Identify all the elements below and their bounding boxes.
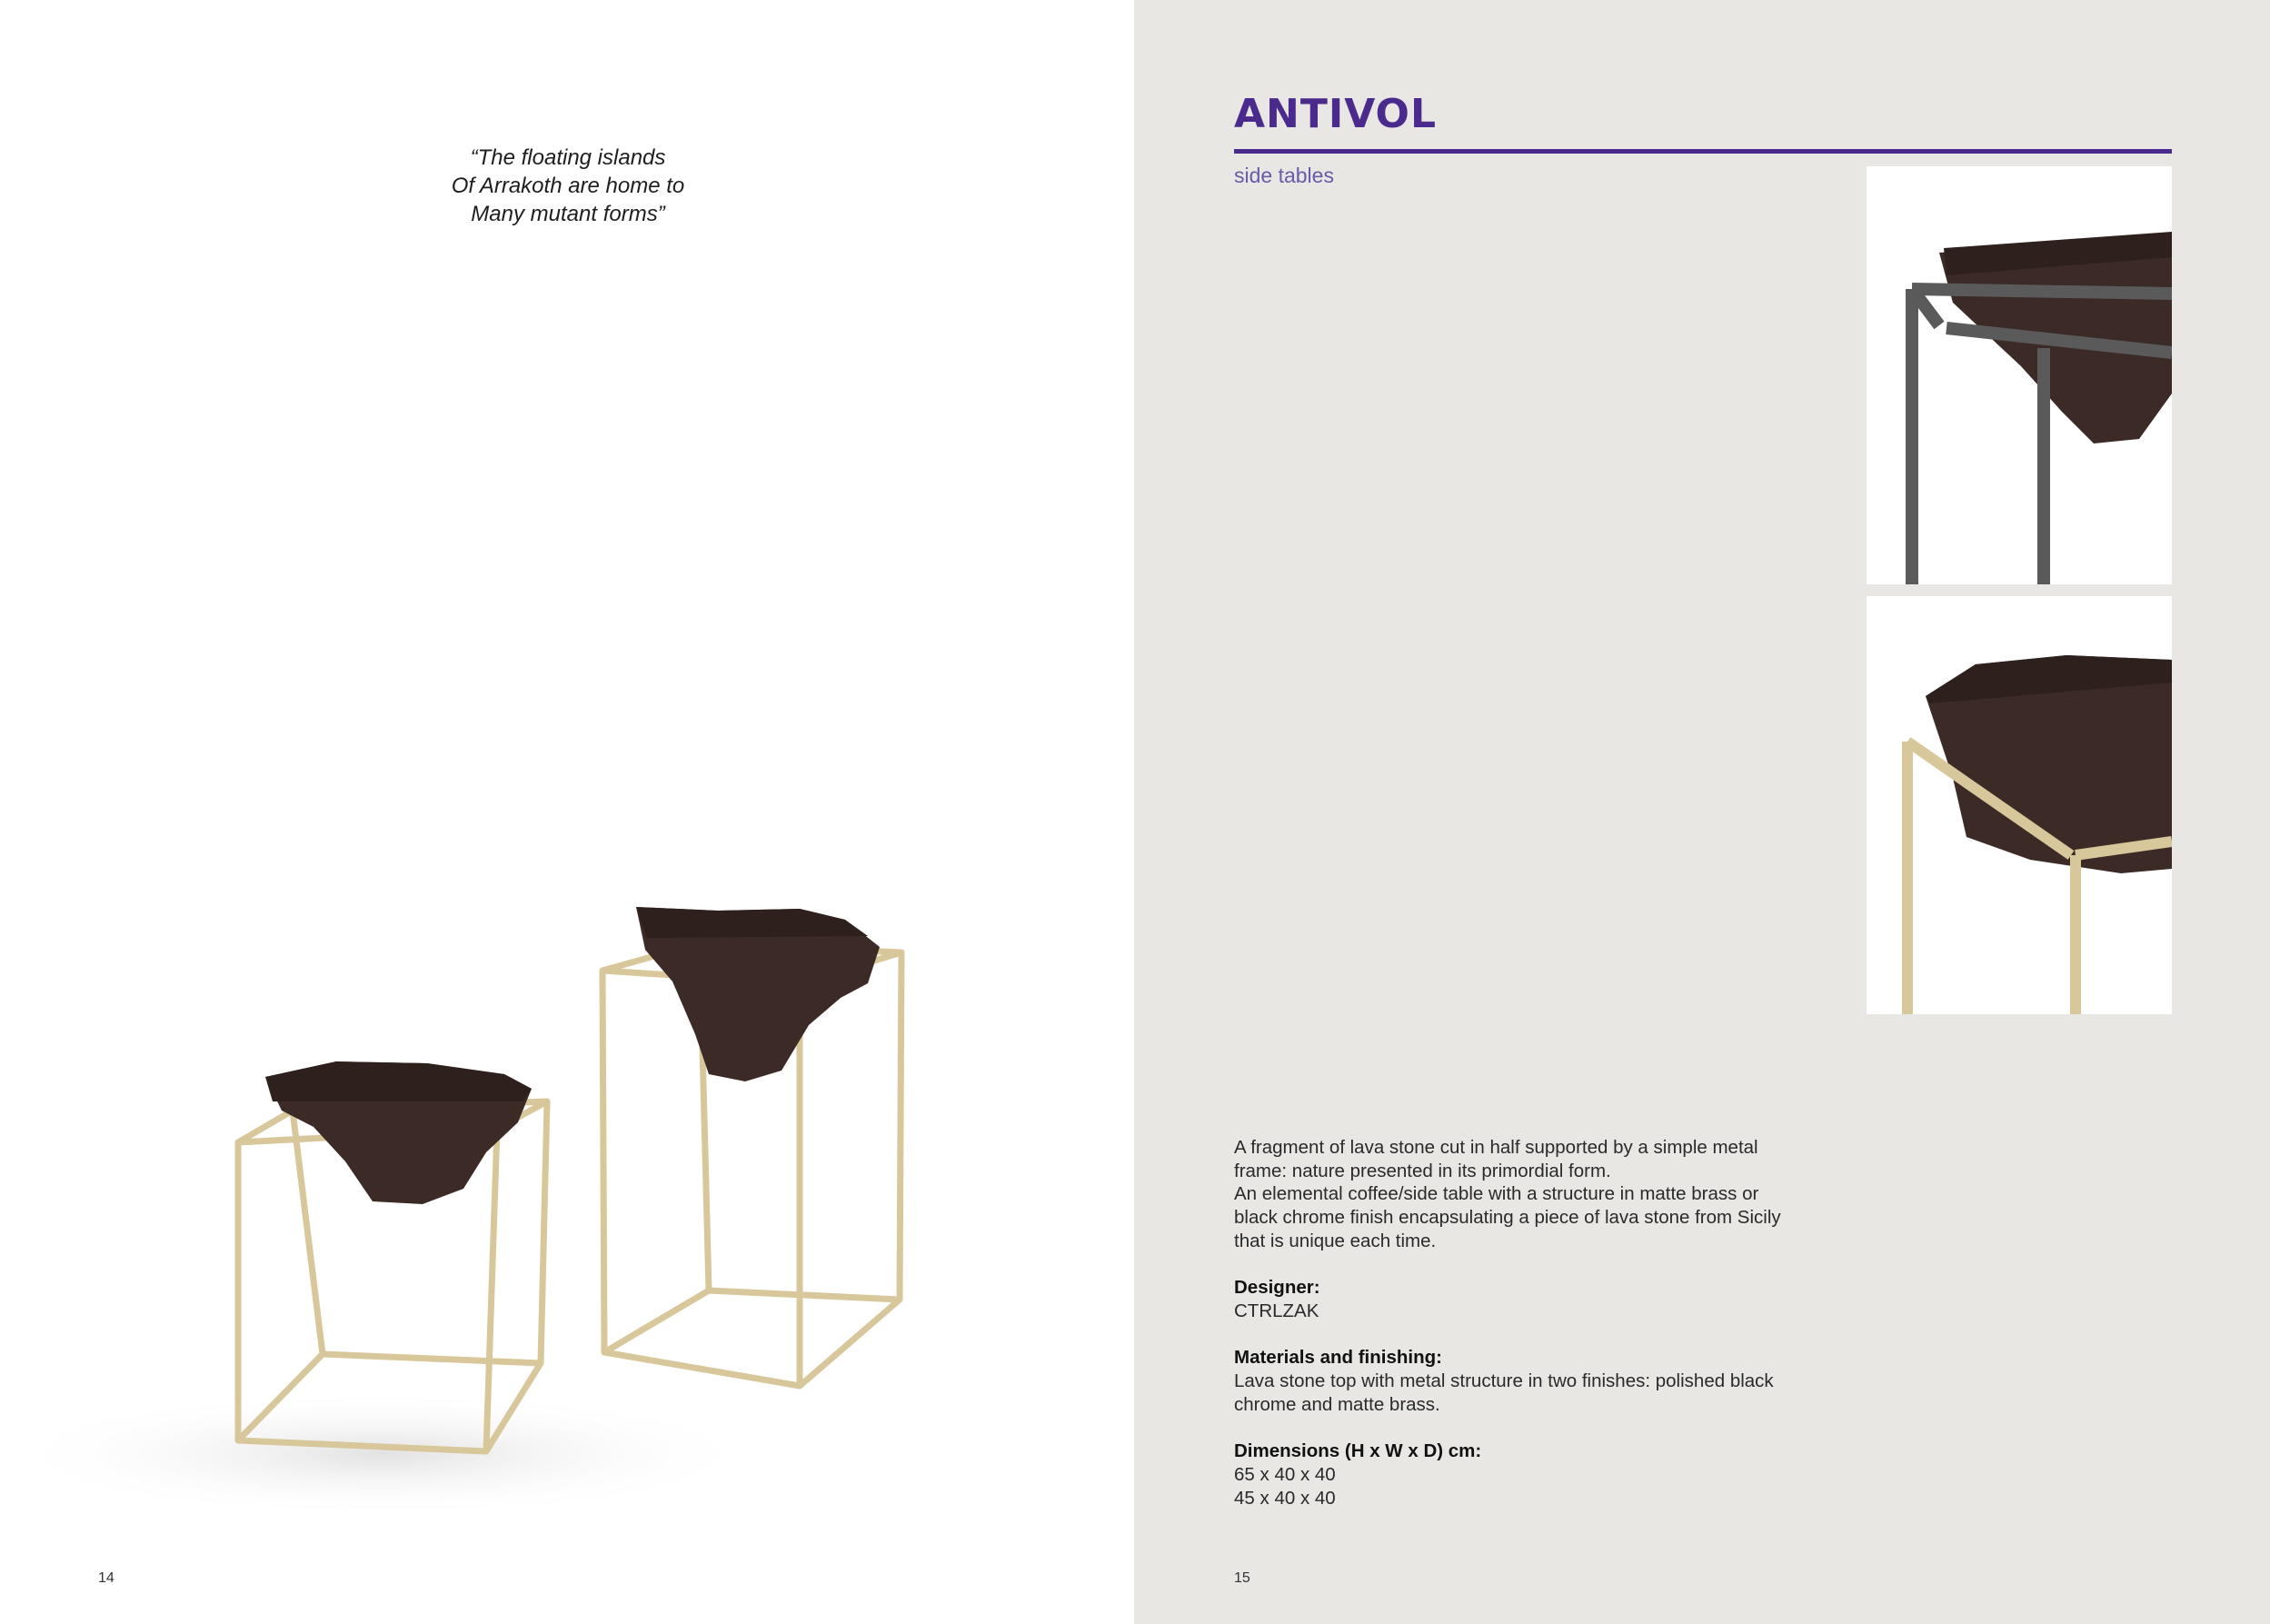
page-number-left: 14 [98, 1570, 114, 1586]
description-line: An elemental coffee/side table with a structure in matte brass or [1234, 1183, 1759, 1205]
materials-spec [1234, 1346, 1888, 1416]
chrome-detail-photo [1867, 166, 2172, 584]
left-page [0, 0, 1134, 1624]
dimensions-spec [1234, 1440, 1888, 1509]
materials-label: Materials and finishing: [1234, 1347, 1442, 1369]
page-number-right: 15 [1234, 1570, 1250, 1586]
product-description [1234, 1136, 1888, 1509]
dimensions-line: 45 x 40 x 40 [1234, 1487, 1336, 1509]
product-title: ANTIVOL [1234, 91, 1437, 137]
designer-label: Designer: [1234, 1277, 1320, 1299]
dimensions-label: Dimensions (H x W x D) cm: [1234, 1440, 1482, 1462]
side-tables-photo [0, 872, 1000, 1563]
quote-line: “The floating islands [470, 145, 666, 170]
quote-line: Of Arrakoth are home to [451, 174, 685, 198]
quote-line: Many mutant forms” [471, 202, 665, 226]
description-line: frame: nature presented in its primordial form. [1234, 1160, 1611, 1181]
product-subtitle: side tables [1234, 164, 1334, 187]
materials-line: chrome and matte brass. [1234, 1393, 1440, 1415]
materials-line: Lava stone top with metal structure in two finishes: polished black [1234, 1370, 1774, 1391]
description-line: A fragment of lava stone cut in half supported by a simple metal [1234, 1137, 1758, 1158]
description-line: that is unique each time. [1234, 1230, 1437, 1251]
brass-detail-photo [1867, 596, 2172, 1014]
designer-spec [1234, 1276, 1888, 1322]
title-rule [1234, 149, 2172, 154]
dimensions-line: 65 x 40 x 40 [1234, 1463, 1336, 1485]
quote [345, 144, 791, 228]
description-line: black chrome finish encapsulating a piece of lava stone from Sicily [1234, 1207, 1781, 1229]
designer-value: CTRLZAK [1234, 1300, 1319, 1321]
